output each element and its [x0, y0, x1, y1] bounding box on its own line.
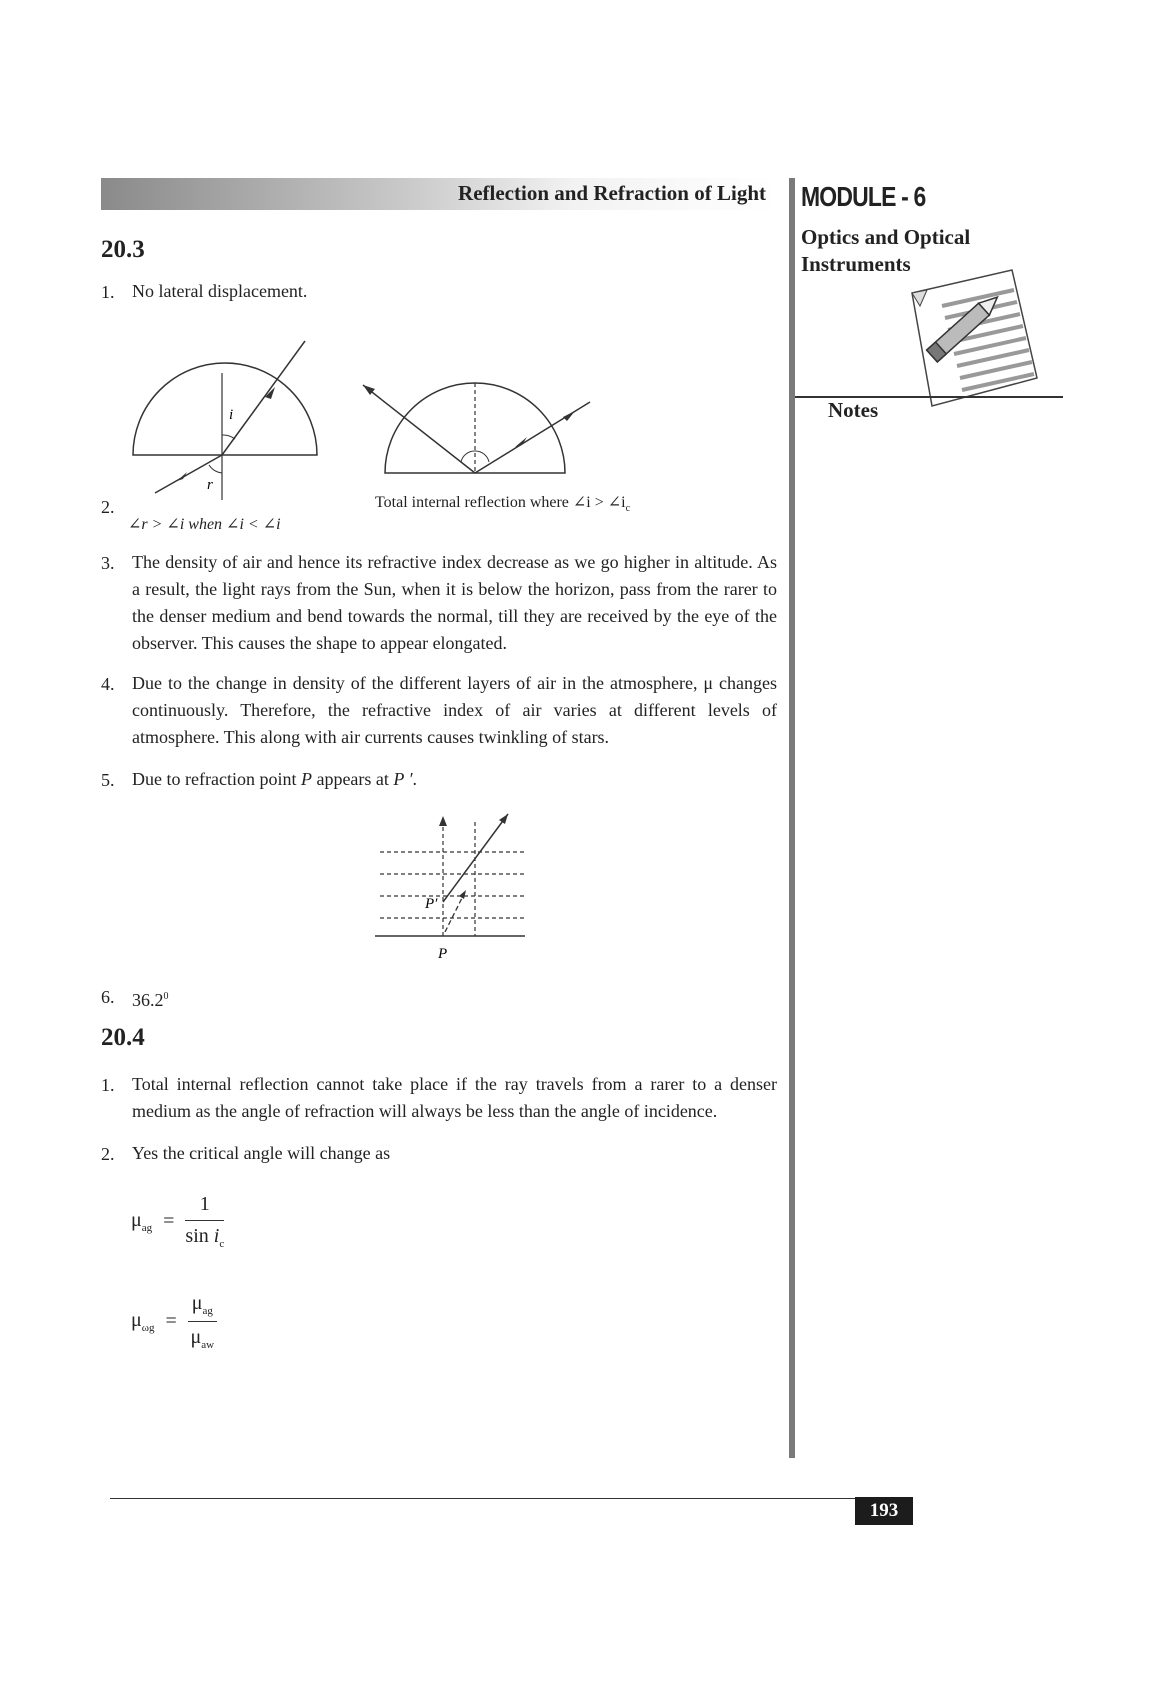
module-title: MODULE - 6 — [801, 181, 926, 212]
formula-relative-index — [131, 1292, 217, 1351]
point-p: P — [300, 769, 312, 789]
p-label: P — [438, 946, 448, 962]
formula-mu: μ — [131, 1209, 142, 1231]
formula-denominator — [188, 1322, 217, 1351]
ray-arrow — [459, 890, 466, 899]
formula-sub: c — [219, 1238, 225, 1250]
section-heading-20-4: 20.4 — [101, 1024, 145, 1051]
formula-mu: μ — [191, 1292, 203, 1314]
formula-equals: = — [163, 1210, 175, 1232]
apparent-depth-diagram — [375, 812, 535, 962]
formula-denominator — [185, 1221, 224, 1250]
diagram-caption-right-sub: c — [625, 503, 631, 515]
total-internal-reflection-diagram — [355, 375, 595, 485]
item-number: 2. — [101, 1144, 115, 1164]
formula-numerator — [188, 1292, 217, 1322]
diagram-caption-left: ∠r > ∠i when ∠i < ∠i — [128, 516, 281, 533]
answer-value: 36.2 — [132, 990, 164, 1010]
angle-r-label: r — [207, 477, 213, 493]
item-number: 5. — [101, 770, 115, 790]
angle-i-label: i — [229, 407, 234, 423]
item-text: Total internal reflection cannot take place if the ray travels from a rarer to a denser medium as the angle of refraction will always be less than the angle of incidence. — [132, 1074, 777, 1121]
formula-sub: ωg — [141, 1322, 155, 1334]
header-title: Reflection and Refraction of Light — [458, 181, 766, 205]
item-number: 1. — [101, 282, 115, 302]
item-text: Yes the critical angle will change as — [132, 1143, 391, 1163]
item-text — [132, 766, 777, 793]
notes-label: Notes — [828, 398, 879, 422]
ray-arrow — [499, 814, 508, 824]
formula-mu: μ — [131, 1309, 142, 1331]
formula-equals: = — [165, 1310, 177, 1332]
item-text — [132, 983, 777, 1014]
item-number: 4. — [101, 674, 115, 694]
footer-rule — [110, 1498, 912, 1499]
formula-fraction — [185, 1193, 224, 1250]
formula-critical-angle — [131, 1193, 224, 1250]
header-bar — [101, 178, 776, 210]
item-number: 6. — [101, 987, 115, 1007]
item-text-part: Due to refraction point — [132, 769, 301, 789]
module-subtitle-line2: Instruments — [801, 252, 911, 276]
item-text: Due to the change in density of the different layers of air in the atmosphere, μ changes continuously. Therefore, the refractive index of air varies at different levels of atmosphere. This along with air currents causes twinkling of stars. — [132, 673, 777, 747]
formula-sin: sin — [185, 1225, 214, 1247]
answer-degree: 0 — [163, 991, 169, 1002]
refraction-semicircle-diagram — [125, 335, 345, 500]
formula-i: i — [213, 1225, 220, 1247]
formula-mu: μ — [190, 1326, 202, 1348]
item-text: The density of air and hence its refractive index decrease as we go higher in altitude. As a result, the light rays from the Sun, when it is below the horizon, pass from the rarer to the denser medium and bend towards the normal, till they are received by the eye of the observer. This causes the shape to appear elongated. — [132, 552, 777, 653]
formula-sub: ag — [202, 1305, 213, 1317]
section-heading-20-3: 20.3 — [101, 236, 145, 263]
p-prime-label: P′ — [425, 896, 438, 912]
item-number: 1. — [101, 1075, 115, 1095]
point-p-prime: P ′ — [393, 769, 413, 789]
formula-sub: aw — [201, 1339, 215, 1351]
item-text-part: . — [412, 769, 418, 789]
item-number: 2. — [101, 497, 115, 517]
module-subtitle-line1: Optics and Optical — [801, 225, 971, 249]
ray-arrow — [563, 411, 575, 421]
item-number: 3. — [101, 553, 115, 573]
formula-numerator: 1 — [185, 1193, 224, 1221]
item-text-part: appears at — [311, 769, 394, 789]
formula-sub: ag — [141, 1222, 153, 1234]
diagram-caption-right-text: Total internal reflection where ∠i > ∠i — [375, 494, 626, 511]
item-text: No lateral displacement. — [132, 281, 308, 301]
diagram-caption-right — [375, 492, 630, 514]
ray-arrow — [439, 816, 447, 826]
formula-fraction — [188, 1292, 217, 1351]
page-number: 193 — [855, 1497, 913, 1525]
margin-divider — [789, 178, 795, 1458]
